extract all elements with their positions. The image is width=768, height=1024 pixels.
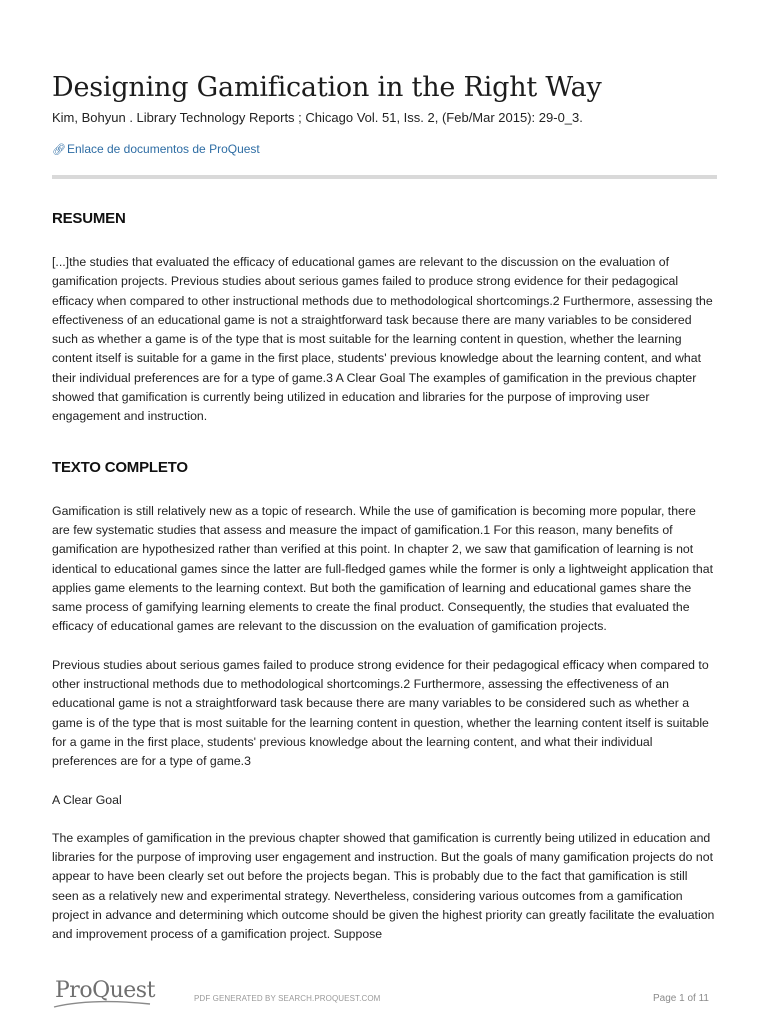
- subheading-clear-goal: A Clear Goal: [52, 792, 122, 807]
- generated-by-label: PDF GENERATED BY SEARCH.PROQUEST.COM: [194, 994, 381, 1003]
- page-footer: [52, 978, 717, 1014]
- divider: [52, 175, 717, 179]
- proquest-logo: ProQuest: [55, 978, 155, 1003]
- full-text-body: [52, 502, 717, 945]
- full-text-heading: TEXTO COMPLETO: [52, 458, 188, 476]
- body-paragraph: The examples of gamification in the previous chapter showed that gamification is currently being utilized in education and libraries for the purpose of improving user engagement and instruction. But the goals of many gamification projects do not appear to have been clearly set out before the projects began. This is probably due to the fact that gamification is still seen as a relatively new and experimental strategy. Nevertheless, considering various outcomes from a gamification project in advance and determining which outcome should be given the highest priority can greatly facilitate the evaluation and improvement process of a gamification project. Suppose: [52, 830, 715, 942]
- citation: Kim, Bohyun . Library Technology Reports ; Chicago Vol. 51, Iss. 2, (Feb/Mar 2015): 29-0_3.: [52, 110, 583, 125]
- document-title: Designing Gamification in the Right Way: [52, 72, 602, 103]
- link-label: Enlace de documentos de ProQuest: [66, 142, 260, 156]
- body-paragraph: Gamification is still relatively new as a topic of research. While the use of gamification is becoming more popular, there are few systematic studies that assess and measure the impact of gamification.1 For this reason, many benefits of gamification are hypothesized rather than verified at this point. In chapter 2, we saw that gamification of learning is not identical to educational games since the latter are full-fledged games while the former is only a lightweight application that applies game elements to the learning context. But both the gamification of learning and educational games share the same process of gamifying learning elements to create the final product. Consequently, the studies that evaluated the efficacy of educational games are relevant to the discussion on the evaluation of gamification projects.: [52, 503, 713, 634]
- logo-swoosh-icon: [52, 1000, 152, 1010]
- proquest-document-link[interactable]: [52, 141, 260, 158]
- page-number: Page 1 of 11: [653, 993, 709, 1004]
- body-paragraph: Previous studies about serious games failed to produce strong evidence for their pedagogical efficacy when compared to other instructional methods due to methodological shortcomings.2 Furthermore, assessing the effectiveness of an educational game is not a straightforward task because there are many variables to be considered such as whether a game is of the type that is most suitable for the learning content in question, whether the learning content itself is suitable for a game in the first place, students' previous knowledge about the learning content, and what their individual preferences are for a type of game.3: [52, 657, 709, 769]
- abstract-text: [...]the studies that evaluated the efficacy of educational games are relevant to the discussion on the evaluation of gamification projects. Previous studies about serious games failed to produce strong evidence for their pedagogical efficacy when compared to other instructional methods due to methodological shortcomings.2 Furthermore, assessing the effectiveness of an educational game is not a straightforward task because there are many variables to be considered such as whether a game is of the type that is most suitable for the learning content in question, whether the learning content itself is suitable for a game in the first place, students' previous knowledge about the learning content, and what their individual preferences are for a type of game.3 A Clear Goal The examples of gamification in the previous chapter showed that gamification is currently being utilized in education and libraries for the purpose of improving user engagement and instruction.: [52, 255, 713, 424]
- abstract-heading: RESUMEN: [52, 210, 126, 227]
- link-icon: 🔗︎: [52, 144, 66, 156]
- document-page: [52, 70, 717, 945]
